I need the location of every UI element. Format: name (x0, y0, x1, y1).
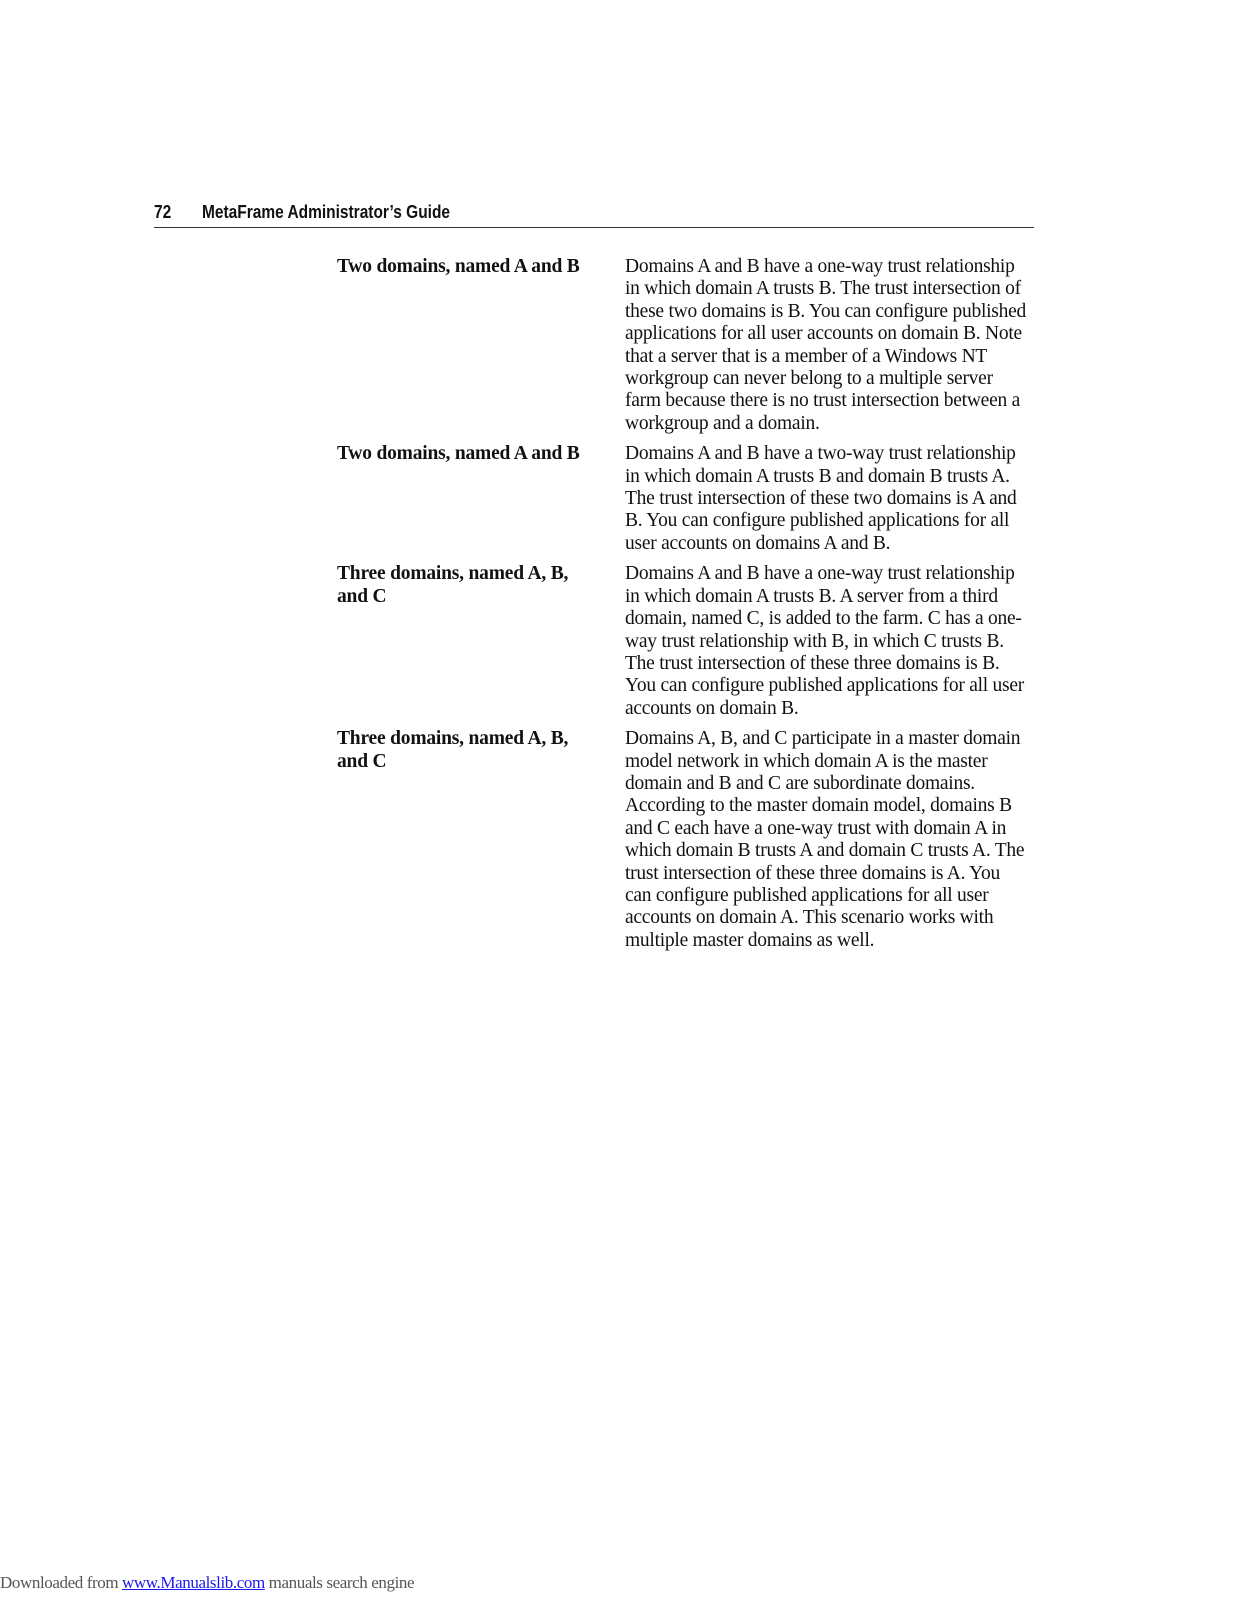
row-description (625, 728, 1045, 952)
term-line: Two domains, named A and B (337, 443, 580, 465)
row-term (337, 256, 625, 435)
description-line: in which domain A trusts B. A server from a third (625, 585, 998, 607)
row-description (625, 256, 1045, 435)
description-line: in which domain A trusts B and domain B trusts A. (625, 465, 1010, 487)
description-line: According to the master domain model, domains B (625, 795, 1012, 817)
description-line: domain, named C, is added to the farm. C has a one- (625, 608, 1022, 630)
description-line: The trust intersection of these three domains is B. (625, 652, 1000, 674)
description-line: workgroup and a domain. (625, 412, 820, 434)
table-row (337, 443, 1047, 555)
row-term (337, 443, 625, 555)
term-line: and C (337, 585, 387, 607)
description-line: workgroup can never belong to a multiple server (625, 368, 993, 390)
description-line: B. You can configure published applications for all (625, 510, 1010, 532)
table-row (337, 563, 1047, 720)
footer-suffix: manuals search engine (264, 1573, 415, 1592)
download-footer (0, 1572, 414, 1594)
description-line: these two domains is B. You can configure published (625, 300, 1027, 322)
definition-table (337, 256, 1047, 960)
description-line: multiple master domains as well. (625, 929, 875, 951)
description-line: in which domain A trusts B. The trust intersection of (625, 278, 1021, 300)
footer-prefix: Downloaded from (0, 1573, 123, 1592)
term-line: Three domains, named A, B, (337, 563, 569, 585)
table-row (337, 728, 1047, 952)
row-description (625, 443, 1045, 555)
description-line: that a server that is a member of a Windows NT (625, 345, 988, 367)
term-line: and C (337, 750, 387, 772)
description-line: farm because there is no trust intersection between a (625, 390, 1021, 412)
header-title: MetaFrame Administrator’s Guide (202, 202, 451, 222)
description-line: domain and B and C are subordinate domains. (625, 772, 975, 794)
row-description (625, 563, 1045, 720)
row-term (337, 728, 625, 952)
description-line: Domains A and B have a one-way trust relationship (625, 256, 1015, 277)
description-line: The trust intersection of these two domains is A and (625, 488, 1017, 510)
term-line: Three domains, named A, B, (337, 728, 569, 750)
manualslib-link[interactable]: www.Manualslib.com (122, 1573, 265, 1592)
description-line: Domains A, B, and C participate in a master domain (625, 728, 1021, 750)
description-line: and C each have a one-way trust with domain A in (625, 817, 1007, 839)
page-number: 72 (154, 202, 172, 222)
description-line: applications for all user accounts on domain B. Note (625, 323, 1022, 345)
term-line: Two domains, named A and B (337, 256, 580, 277)
description-line: accounts on domain B. (625, 697, 799, 719)
page-header (154, 199, 1034, 228)
description-line: Domains A and B have a two-way trust relationship (625, 443, 1016, 465)
description-line: user accounts on domains A and B. (625, 532, 891, 554)
description-line: Domains A and B have a one-way trust relationship (625, 563, 1015, 585)
description-line: model network in which domain A is the master (625, 750, 988, 772)
description-line: which domain B trusts A and domain C trusts A. The (625, 840, 1025, 862)
table-row (337, 256, 1047, 435)
description-line: way trust relationship with B, in which C trusts B. (625, 630, 1004, 652)
row-term (337, 563, 625, 720)
description-line: You can configure published applications for all user (625, 675, 1025, 697)
description-line: accounts on domain A. This scenario works with (625, 907, 994, 929)
description-line: can configure published applications for all user (625, 884, 989, 906)
description-line: trust intersection of these three domains is A. You (625, 862, 1001, 884)
